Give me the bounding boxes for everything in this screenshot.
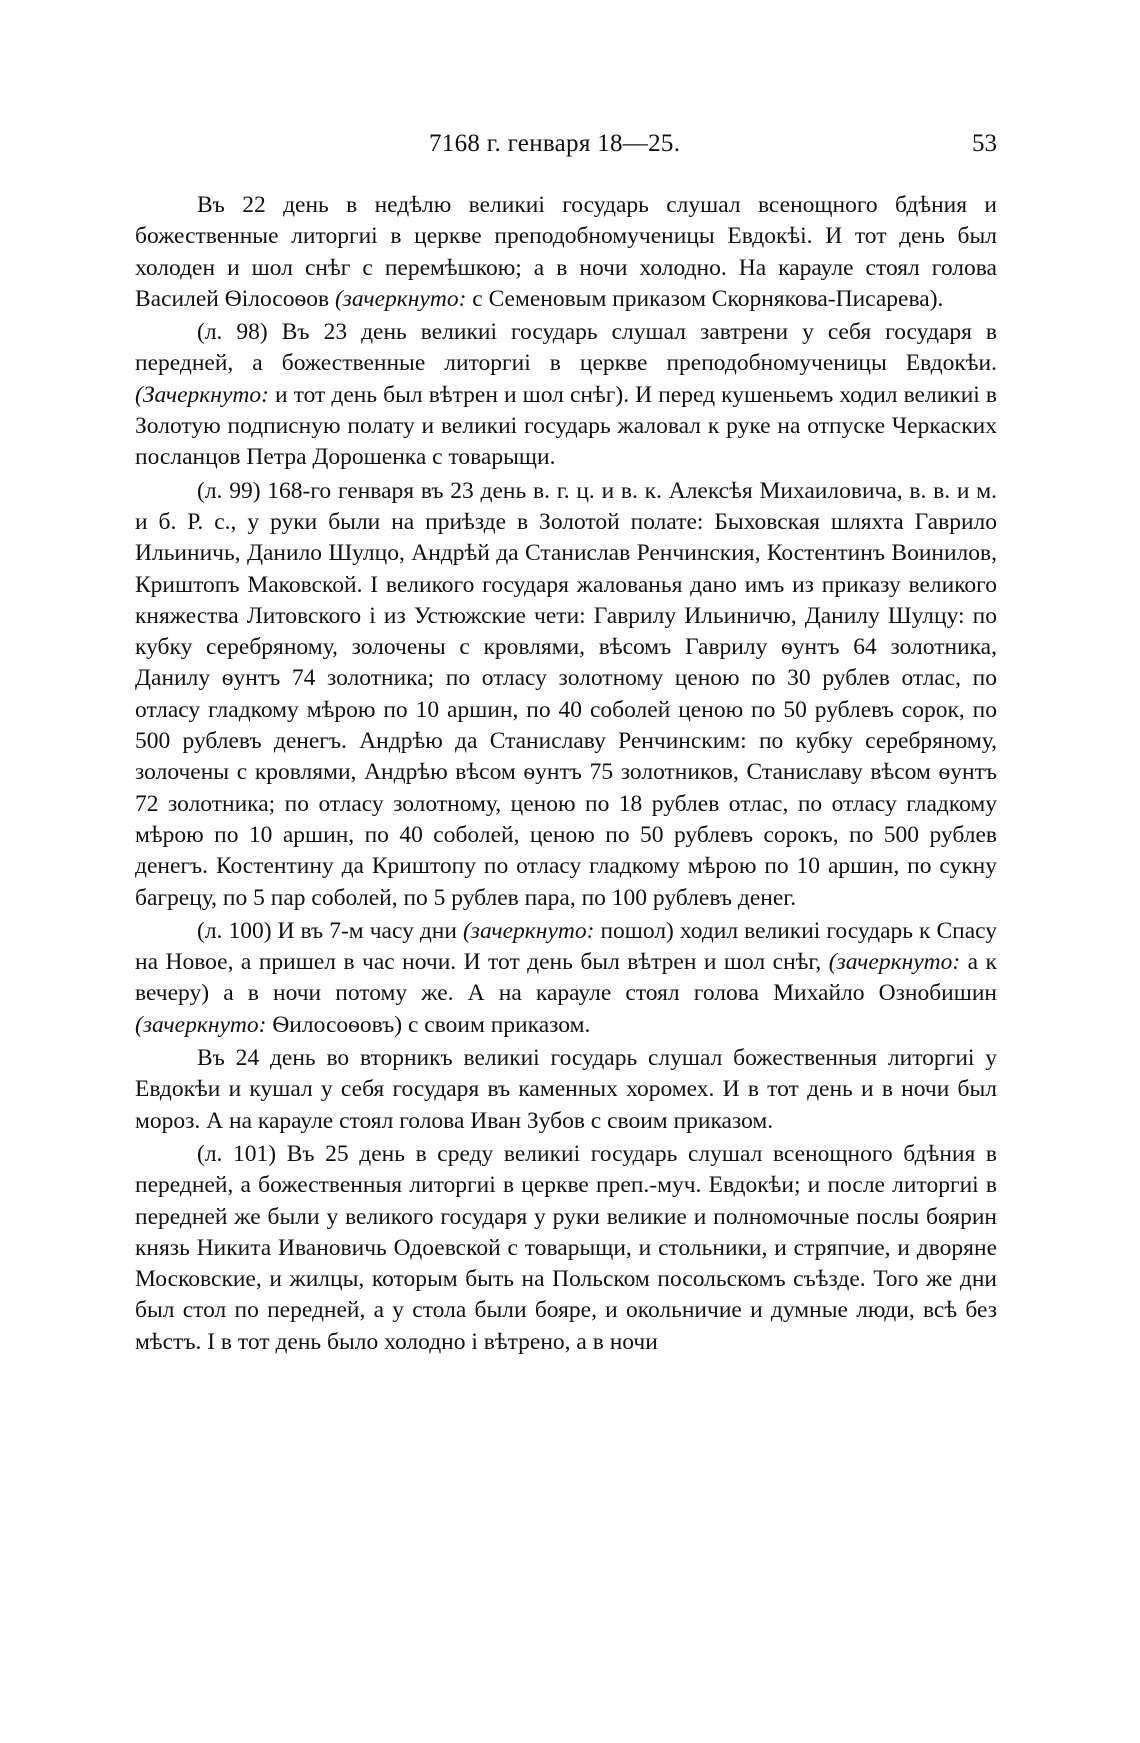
text-segment: а к вечеру) а в ночи потому же. А на карауле стоял голова Михайло Ознобишин [135, 949, 997, 1007]
text-segment: (л. 99) 168-го генваря въ 23 день в. г. ц. и в. к. Алексѣя Михаиловича, в. в. и м. и б. Р. с., у руки были на приѣзде в Золотой полате: Быховская шляхта Гаврило Ильиничь, Данило Шулцо, Андрѣй да Станислав Ренчинския, Костентинъ Воинилов, Криштопъ Маковской. І великого государя жалованья дано имъ из приказу великого княжества Литовского і из Устюжские чети: Гаврилу Ильиничю, Данилу Шулцу: по кубку серебряному, золочены с кровлями, вѣсомъ Гаврилу ѳунтъ 64 золотника, Данилу ѳунтъ 74 золотника; по отласу золотному ценою по 30 рублев отлас, по отласу гладкому мѣрою по 10 аршин, по 40 соболей ценою по 50 рублевъ сорок, по 500 рублевъ денегъ. Андрѣю да Станиславу Ренчинским: по кубку серебряному, золочены с кровлями, Андрѣю вѣсом ѳунтъ 75 золотников, Станиславу вѣсом ѳунтъ 72 золотника; по отласу золотному, ценою по 18 рублев отлас, по отласу гладкому мѣрою по 10 аршин, по 40 соболей, ценою по 50 рублевъ сорокъ, по 500 рублев денегъ. Костентину да Криштопу по отласу гладкому мѣрою по 10 аршин, по сукну багрецу, по 5 пар соболей, по 5 рублев пара, по 100 рублевъ денег. [135, 477, 997, 911]
running-title: 7168 г. генваря 18—25. [429, 130, 681, 157]
page-header [135, 130, 997, 166]
text-segment: Ѳилосоѳовъ) с своим приказом. [266, 1011, 591, 1038]
paragraph [135, 1043, 997, 1137]
editorial-note: (зачеркнуто: [828, 949, 961, 976]
text-segment: с Семеновым приказом Скорнякова-Писарева). [466, 285, 944, 312]
editorial-note: (зачеркнуто: [334, 285, 467, 312]
document-body [135, 190, 997, 1358]
paragraph [135, 317, 997, 473]
paragraph [135, 190, 997, 315]
editorial-note: (зачеркнуто: [462, 917, 595, 944]
text-segment: Въ 22 день в недѣлю великиі государь слушал всенощного бдѣния и божественные литоргиі в церкве преподобномученицы Евдокѣі. И тот день был холоден и шол снѣг с перемѣшкою; а в ночи холодно. На карауле стоял голова Василей Ѳілосоѳов [135, 192, 997, 312]
paragraph [135, 1139, 997, 1358]
text-segment: (л. 100) И въ 7-м часу дни [197, 917, 463, 944]
text-segment: пошол) ходил великиі государь к Спасу на Новое, а пришел в час ночи. И тот день был вѣтрен и шол снѣг, [135, 917, 998, 976]
text-segment: и тот день был вѣтрен и шол снѣг). И перед кушеньемъ ходил великиі в Золотую подписную полату и великиі государь жаловал к руке на отпуске Черкаских посланцов Петра Дорошенка с товарыщи. [135, 381, 997, 471]
paragraph [135, 476, 997, 914]
paragraph [135, 916, 997, 1041]
page-number: 53 [972, 130, 997, 157]
text-segment: (л. 101) Въ 25 день в среду великиі государь слушал всенощного бдѣния в передней, а божественныя литоргиі в церкве преп.-муч. Евдокѣи; и после литоргиі в передней же были у великого государя у руки великие и полномочные послы боярин князь Никита Ивановичь Одоевской с товарыщи, и стольники, и стряпчие, и дворяне Московские, и жилцы, которым быть на Польском посольскомъ съѣзде. Того же дни был стол по передней, а у стола были бояре, и окольничие и думные люди, всѣ без мѣстъ. І в тот день было холодно і вѣтрено, а в ночи [135, 1140, 997, 1355]
editorial-note: (зачеркнуто: [135, 1011, 267, 1038]
text-segment: Въ 24 день во вторникъ великиі государь слушал божественныя литоргиі у Евдокѣи и кушал у себя государя въ каменных хоромех. И в тот день и в ночи был мороз. А на карауле стоял голова Иван Зубов с своим приказом. [135, 1045, 997, 1134]
text-segment: (л. 98) Въ 23 день великиі государь слушал завтрени у себя государя в передней, а божественные литоргиі в церкве преподобномученицы Евдокѣи. [135, 319, 997, 377]
editorial-note: (Зачеркнуто: [135, 381, 269, 408]
